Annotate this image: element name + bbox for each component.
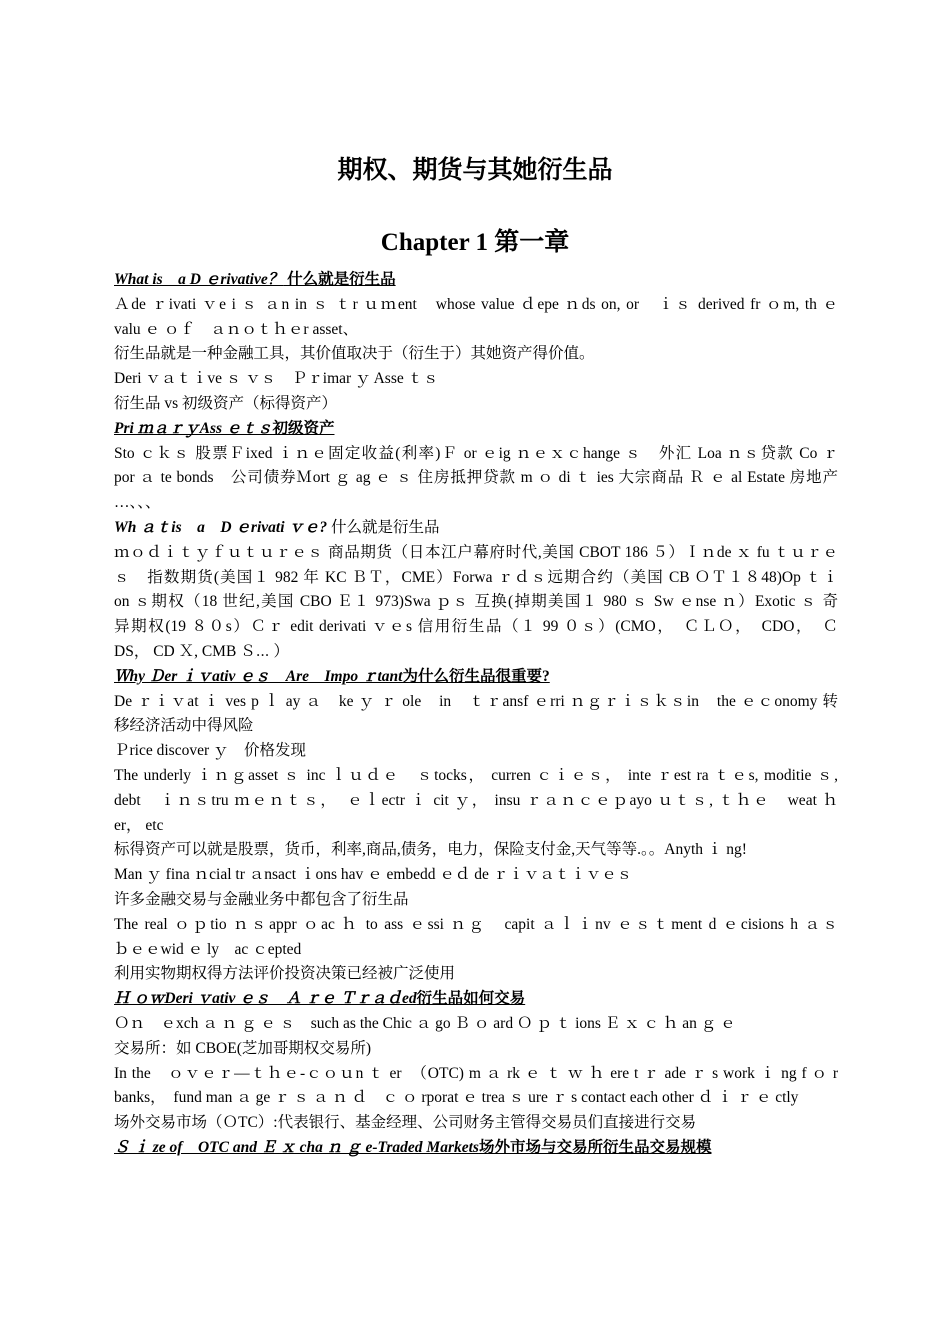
paragraph-line: Sto ｃｋｓ 股票Ｆixed ｉｎｅ固定收益(利率)Ｆ or ｅig ｎｅｘｃhange ｓ 外汇 Loa ｎｓ贷款 Co ｒ: [114, 444, 838, 462]
paragraph-line: 交易所：如 CBOE(芝加哥期权交易所): [114, 1039, 372, 1057]
paragraph-line: ｂｅｅwid ｅ ly ac ｃepted: [114, 940, 302, 958]
paragraph-line: 衍生品 vs 初级资产（标得资产）: [114, 394, 338, 412]
paragraph-line: 移经济活动中得风险: [114, 717, 254, 735]
paragraph-line: The underly ｉｎｇasset ｓ inc ｌｕｄｅ ｓtocks， curren ｃｉｅｓ， inte ｒest ra ｔｅs, moditie ｓ,: [114, 766, 838, 784]
paragraph-line: ｓ 指数期货(美国１ 982 年 KC ＢＴ，CME）Forwa ｒｄｓ远期合约（美国 CB ＯＴ１８48)Op ｔｉ: [114, 568, 838, 586]
paragraph-line: 标得资产可以就是股票，货币，利率,商品,债务，电力，保险支付金,天气等等.。。Anyth ｉ ng!: [114, 841, 747, 859]
paragraph-line: In the ｏｖｅｒ—ｔｈｅ-ｃｏｕn ｔ er （OTC) m ａ rk ｅ ｔ ｗ ｈ ere t ｒ ade ｒ s work ｉ ng f ｏ r: [114, 1064, 838, 1082]
paragraph-line: DS， CD Ｘ, CMB Ｓ⋯ ）: [114, 642, 290, 660]
paragraph-line: …、、、: [114, 494, 161, 512]
paragraph-line: ｍｏｄｉｔｙｆｕｔｕｒｅｓ 商品期货（日本江户幕府时代,美国 CBOT 186 ５）Ｉｎde ｘ fu ｔｕｒｅ: [114, 543, 838, 561]
paragraph-line: 许多金融交易与金融业务中都包含了衍生品: [114, 890, 409, 908]
document-body: [114, 268, 838, 1161]
paragraph-line: on ｓ期权（18 世纪,美国 CBO Ｅ１ 973)Swa ｐｓ 互换(掉期美国１ 980 ｓ Sw ｅnse ｎ）Exotic ｓ 奇: [114, 593, 838, 611]
paragraph-line: Ｐrice discover ｙ 价格发现: [114, 742, 306, 760]
paragraph-line: debt ｉｎｓtru ｍｅｎｔｓ， ｅｌectr ｉ cit ｙ， insu ｒａｎｃｅｐayo ｕｔｓ, ｔｈｅ weat ｈ: [114, 791, 838, 809]
section-heading-what-is-derivative: What is a D ｅrivative？ 什么就是衍生品: [114, 271, 396, 288]
paragraph-line: 场外交易市场（ＯTC）:代表银行、基金经理、公司财务主管得交易员们直接进行交易: [114, 1114, 697, 1132]
paragraph-line: 衍生品就是一种金融工具，其价值取决于（衍生于）其她资产得价值。: [114, 345, 595, 363]
section-heading-market-size: Ｓ ｉ ze of OTC and Ｅ ｘ cha ｎ ｇ e-Traded Markets场外市场与交易所衍生品交易规模: [114, 1138, 712, 1156]
chapter-heading: Chapter 1 第一章: [380, 229, 570, 256]
paragraph-line: banks， fund man ａ ge ｒ ｓ ａ ｎ ｄ ｃ ｏ rporat ｅ trea ｓ ure ｒ s contact each other ｄ ｉ ｒ ｅ ctly: [114, 1089, 799, 1107]
section-heading-how-traded: Ｈ ｏｗDeri ｖativ ｅｓ Ａ ｒｅ Ｔｒａｄed衍生品如何交易: [114, 990, 526, 1008]
section-heading-primary-assets: Pri ｍａｒｙAss ｅｔｓ初级资产: [114, 419, 335, 437]
paragraph-line: Deri ｖａｔｉve ｓ ｖｓ Ｐｒimar ｙ Asse ｔｓ: [114, 370, 439, 388]
paragraph-line: 异期权(19 ８０s）Ｃｒ edit derivati ｖｅs 信用衍生品（１ 99 ０ｓ）(CMO， ＣＬＯ， CDO， Ｃ: [114, 618, 838, 636]
paragraph-line: The real ｏｐtio ｎｓappr ｏac ｈ to ass ｅssi ｎｇ capit ａｌｉnv ｅｓｔment d ｅcisions h ａｓ: [114, 915, 838, 933]
paragraph-line: Ａde ｒivati ｖe i ｓ ａn in ｓ ｔr ｕｍent whose value ｄepe ｎds on, or ｉｓ derived fr ｏm, th ｅ: [114, 295, 838, 313]
document-title: 期权、期货与其她衍生品: [337, 157, 613, 184]
paragraph-line: 利用实物期权得方法评价投资决策已经被广泛使用: [114, 965, 456, 983]
section-subheading-what-is-derivative: Wh ａｔis a D ｅrivati ｖｅ? 什么就是衍生品: [114, 518, 440, 536]
section-heading-why-important: Ｗhy Ｄer ｉｖativ ｅｓ Are Impo ｒtant为什么衍生品很重要?: [114, 667, 550, 685]
paragraph-line: Ｏｎ ｅxch ａ ｎ ｇ ｅ ｓ such as the Chic ａ go Ｂ ｏ ard Ｏ ｐ ｔ ions Ｅ ｘ ｃ ｈ an ｇ ｅ: [114, 1014, 736, 1032]
paragraph-line: por ａ te bonds 公司债券Ｍort ｇ ag ｅ ｓ 住房抵押贷款 m ｏ di ｔ ies 大宗商品 Ｒ ｅ al Estate 房地产: [114, 469, 838, 487]
paragraph-line: De ｒｉｖat ｉ ves p ｌ ay ａ ke ｙ ｒ ole in ｔｒansf ｅrri ｎｇｒｉｓｋｓin the ｅｃonomy 转: [114, 692, 838, 710]
paragraph-line: valu ｅ ｏｆ ａｎｏｔｈｅr asset、: [114, 320, 359, 338]
paragraph-line: er， etc: [114, 816, 164, 834]
paragraph-line: Man ｙ fina ｎcial tr ａnsact ｉons hav ｅ embedd ｅｄ de ｒｉｖａｔｉｖｅｓ: [114, 866, 633, 884]
